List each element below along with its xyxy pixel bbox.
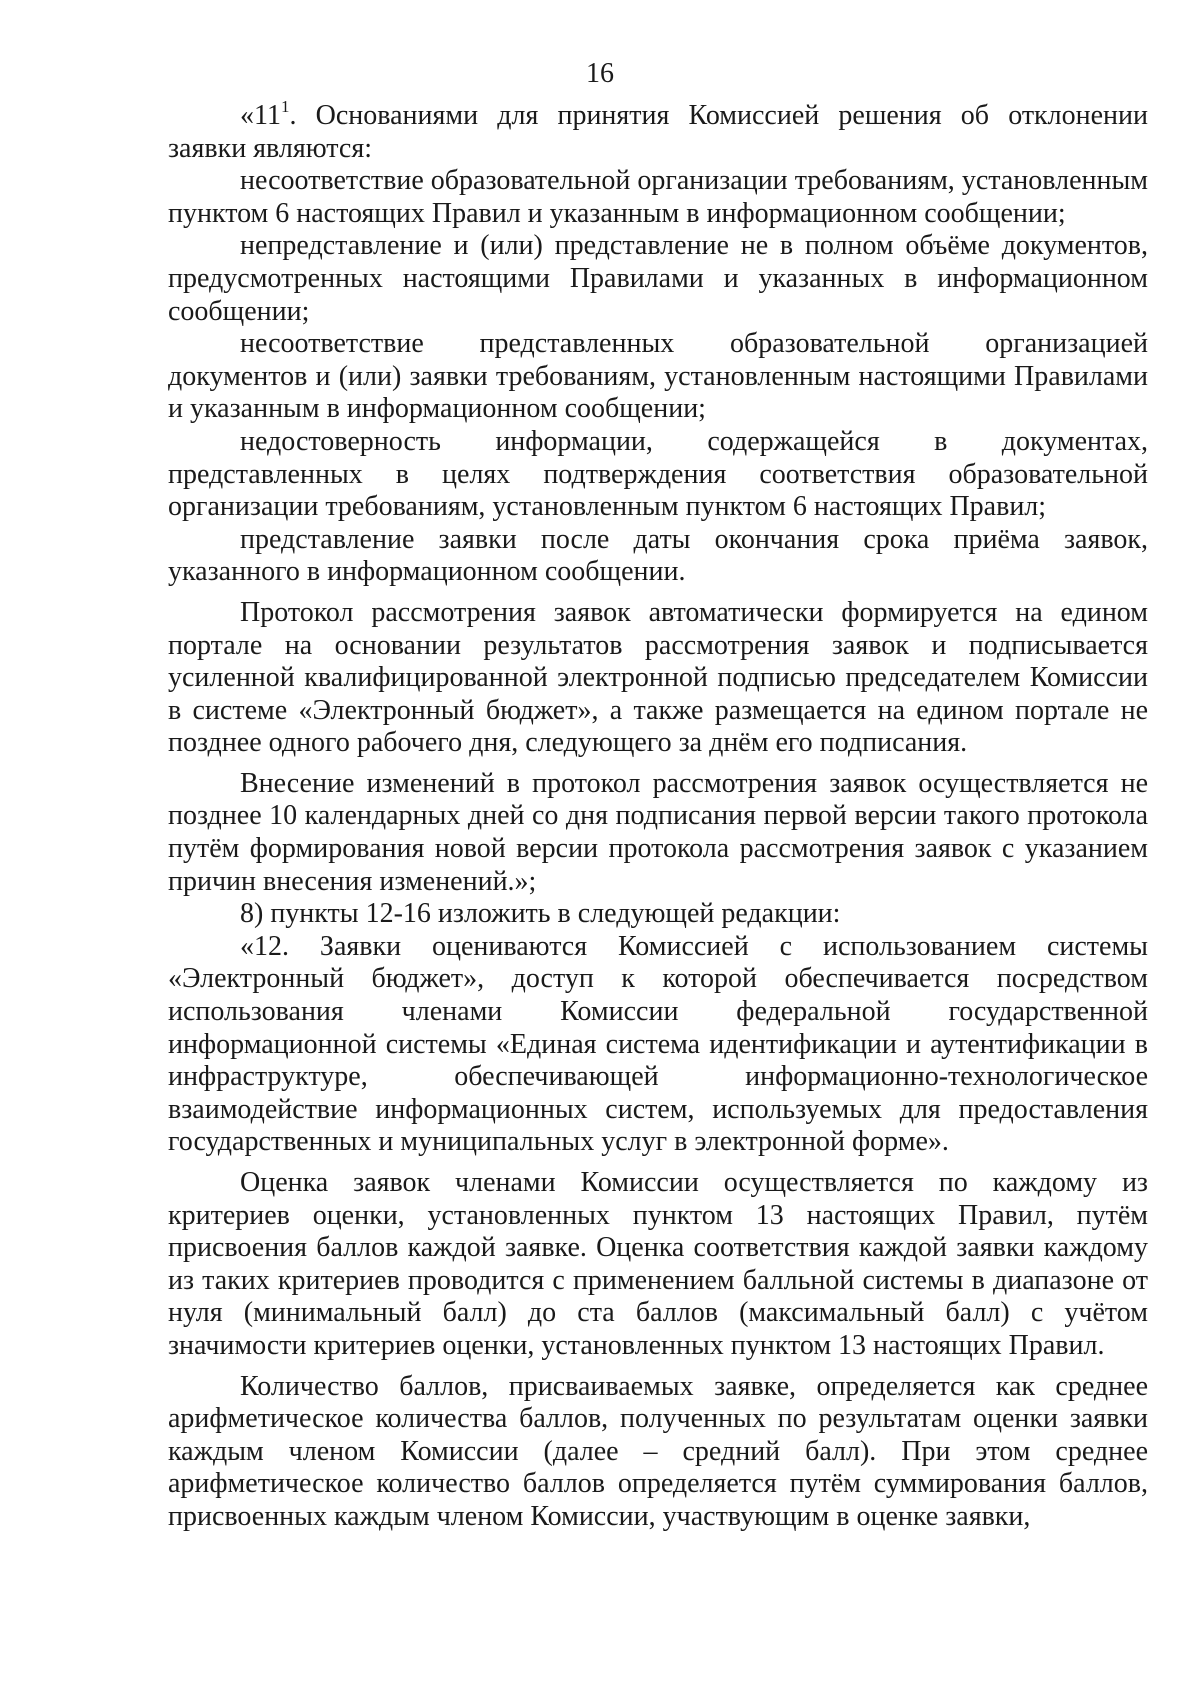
paragraph-evaluation: Оценка заявок членами Комиссии осуществляется по каждому из критериев оценки, установленных пунктом 13 настоящих Правил, путём присвоения баллов каждой заявке. Оценка соответствия каждой заявки каждому из таких критериев проводится с применением балльной системы в диапазоне от нуля (минимальный балл) до ста баллов (максимальный балл) с учётом значимости критериев оценки, установленных пунктом 13 настоящих Правил. [168,1167,1148,1361]
clause-number: «11 [240,100,281,131]
paragraph-average-score: Количество баллов, присваиваемых заявке, определяется как среднее арифметическое количества баллов, полученных по результатам оценки заявки каждым членом Комиссии (далее – средний балл). При этом среднее арифметическое количество баллов определяется путём суммирования баллов, присвоенных каждым членом Комиссии, участвующим в оценке заявки, [168,1370,1148,1532]
paragraph-text: . Основаниями для принятия Комиссией решения об отклонении заявки являются: [168,100,1148,164]
page-number: 16 [586,58,614,89]
paragraph-11-1-intro [168,96,1148,165]
clause-superscript: 1 [280,96,290,116]
paragraph-protocol-changes: Внесение изменений в протокол рассмотрения заявок осуществляется не позднее 10 календарных дней со дня подписания первой версии такого протокола путём формирования новой версии протокола рассмотрения заявок с указанием причин внесения изменений.»; [168,767,1148,897]
paragraph-protocol: Протокол рассмотрения заявок автоматически формируется на едином портале на основании результатов рассмотрения заявок и подписывается усиленной квалифицированной электронной подписью председателем Комиссии в системе «Электронный бюджет», а также размещается на едином портале не позднее одного рабочего дня, следующего за днём его подписания. [168,596,1148,759]
list-item-reason-2: непредставление и (или) представление не в полном объёме документов, предусмотренных настоящими Правилами и указанных в информационном сообщении; [168,230,1148,327]
document-body [168,96,1148,1534]
paragraph-item-8: 8) пункты 12-16 изложить в следующей редакции: [240,898,841,930]
paragraph-clause-12: «12. Заявки оцениваются Комиссией с использованием системы «Электронный бюджет», доступ к которой обеспечивается посредством использования членами Комиссии федеральной государственной информационной системы «Единая система идентификации и аутентификации в инфраструктуре, обеспечивающей информационно-технологическое взаимодействие информационных систем, используемых для предоставления государственных и муниципальных услуг в электронной форме». [168,930,1148,1158]
list-item-reason-5: представление заявки после даты окончания срока приёма заявок, указанного в информационном сообщении. [168,523,1148,588]
list-item-reason-3: несоответствие представленных образовательной организацией документов и (или) заявки требованиям, установленным настоящими Правилами и указанным в информационном сообщении; [168,328,1148,425]
list-item-reason-1: несоответствие образовательной организации требованиям, установленным пунктом 6 настоящих Правил и указанным в информационном сообщении; [168,165,1148,229]
list-item-reason-4: недостоверность информации, содержащейся в документах, представленных в целях подтверждения соответствия образовательной организации требованиям, установленным пунктом 6 настоящих Правил; [168,425,1148,523]
